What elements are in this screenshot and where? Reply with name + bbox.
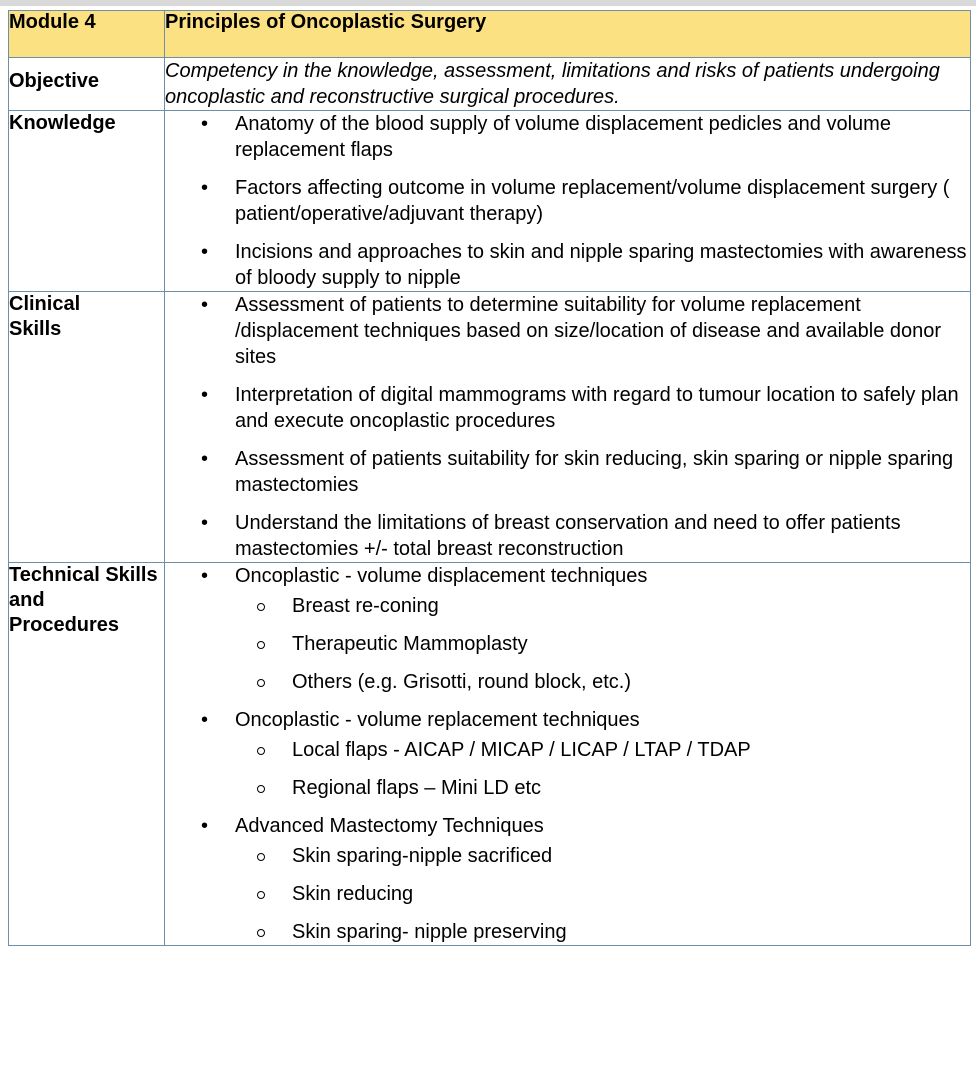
bullet-icon: • <box>201 815 209 837</box>
bullet-icon: • <box>201 512 209 534</box>
sub-item-text: Regional flaps – Mini LD etc <box>292 777 542 799</box>
knowledge-item-text: Incisions and approaches to skin and nipple sparing mastectomies with awareness of bloody supply to nipple <box>235 241 967 289</box>
sub-item-text: Others (e.g. Grisotti, round block, etc.) <box>292 671 632 693</box>
technical-label: Technical Skills and Procedures <box>9 563 165 946</box>
circle-bullet-icon <box>257 679 265 687</box>
circle-bullet-icon <box>257 853 265 861</box>
bullet-icon: • <box>201 113 209 135</box>
knowledge-row <box>9 111 971 292</box>
clinical-item-text: Understand the limitations of breast conservation and need to offer patients mastectomies +/- total breast reconstruction <box>235 512 901 560</box>
bullet-icon: • <box>201 448 209 470</box>
bullet-icon: • <box>201 709 209 731</box>
circle-bullet-icon <box>257 891 265 899</box>
clinical-content <box>165 292 971 563</box>
sub-list-item <box>235 593 970 619</box>
sub-item-text: Skin reducing <box>292 883 414 905</box>
sub-item-text: Skin sparing-nipple sacrificed <box>292 845 553 867</box>
clinical-list <box>165 292 970 562</box>
circle-bullet-icon <box>257 641 265 649</box>
header-row <box>9 11 971 58</box>
sub-list <box>235 593 970 695</box>
technical-group-title: Oncoplastic - volume displacement techniques <box>235 565 648 587</box>
circle-bullet-icon <box>257 747 265 755</box>
list-item <box>165 446 970 498</box>
knowledge-list <box>165 111 970 291</box>
objective-text: Competency in the knowledge, assessment, limitations and risks of patients undergoing oncoplastic and reconstructive surgical procedures. <box>165 58 971 111</box>
sub-item-text: Therapeutic Mammoplasty <box>292 633 528 655</box>
knowledge-label: Knowledge <box>9 111 165 292</box>
sub-item-text: Breast re-coning <box>292 595 439 617</box>
sub-list-item <box>235 881 970 907</box>
list-item <box>165 382 970 434</box>
circle-bullet-icon <box>257 603 265 611</box>
knowledge-item-text: Anatomy of the blood supply of volume displacement pedicles and volume replacement flaps <box>235 113 891 161</box>
clinical-item-text: Assessment of patients suitability for skin reducing, skin sparing or nipple sparing mastectomies <box>235 448 954 496</box>
list-item <box>165 510 970 562</box>
technical-content <box>165 563 971 946</box>
objective-label: Objective <box>9 58 165 111</box>
bullet-icon: • <box>201 384 209 406</box>
module-table <box>8 10 971 946</box>
list-item <box>165 563 970 695</box>
sub-list <box>235 843 970 945</box>
sub-list-item <box>235 669 970 695</box>
list-item <box>165 111 970 163</box>
sub-item-text: Skin sparing- nipple preserving <box>292 921 567 943</box>
sub-list-item <box>235 737 970 763</box>
sub-item-text: Local flaps - AICAP / MICAP / LICAP / LTAP / TDAP <box>292 739 751 761</box>
clinical-row <box>9 292 971 563</box>
bullet-icon: • <box>201 241 209 263</box>
sub-list-item <box>235 843 970 869</box>
circle-bullet-icon <box>257 785 265 793</box>
module-label: Module 4 <box>9 11 165 58</box>
sub-list-item <box>235 631 970 657</box>
knowledge-content <box>165 111 971 292</box>
circle-bullet-icon <box>257 929 265 937</box>
technical-group-title: Advanced Mastectomy Techniques <box>235 815 544 837</box>
technical-group-title: Oncoplastic - volume replacement techniques <box>235 709 640 731</box>
sub-list-item <box>235 775 970 801</box>
bullet-icon: • <box>201 177 209 199</box>
page-top-border <box>0 0 976 6</box>
sub-list-item <box>235 919 970 945</box>
bullet-icon: • <box>201 294 209 316</box>
bullet-icon: • <box>201 565 209 587</box>
list-item <box>165 707 970 801</box>
clinical-item-text: Assessment of patients to determine suitability for volume replacement /displacement techniques based on size/location of disease and available donor sites <box>235 294 942 368</box>
list-item <box>165 239 970 291</box>
knowledge-item-text: Factors affecting outcome in volume replacement/volume displacement surgery ( patient/operative/adjuvant therapy) <box>235 177 950 225</box>
clinical-label: Clinical Skills <box>9 292 165 563</box>
list-item <box>165 175 970 227</box>
technical-row <box>9 563 971 946</box>
list-item <box>165 813 970 945</box>
clinical-item-text: Interpretation of digital mammograms with regard to tumour location to safely plan and execute oncoplastic procedures <box>235 384 959 432</box>
module-title: Principles of Oncoplastic Surgery <box>165 11 971 58</box>
list-item <box>165 292 970 370</box>
objective-row <box>9 58 971 111</box>
technical-list <box>165 563 970 945</box>
sub-list <box>235 737 970 801</box>
